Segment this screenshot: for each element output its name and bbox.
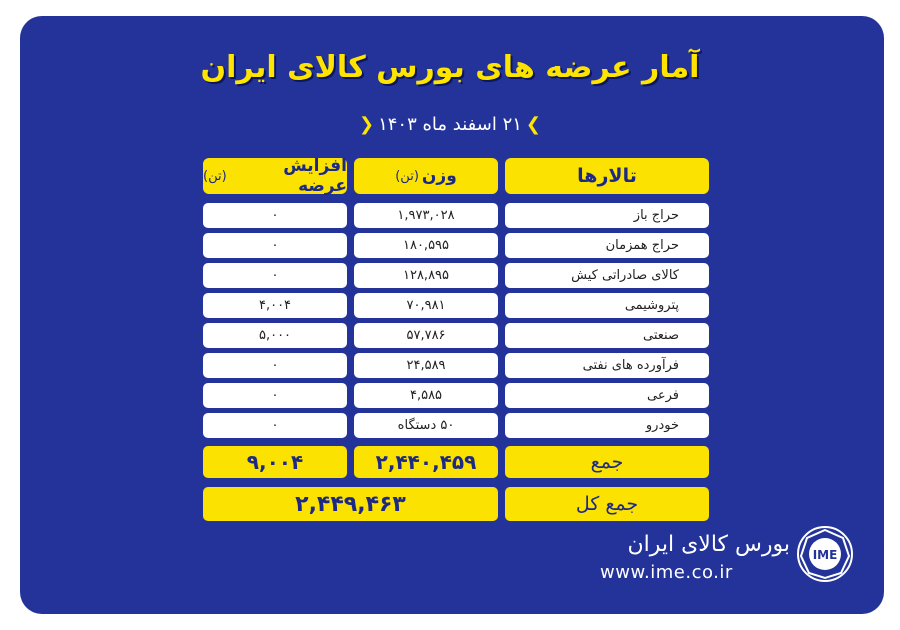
row-hall-name-text: حراج همزمان (605, 238, 679, 253)
row-hall-name-text: خودرو (645, 418, 679, 433)
row-weight-text: ۴,۵۸۵ (409, 388, 443, 403)
row-hall-name-text: پتروشیمی (624, 298, 679, 313)
row-increase-text: ۰ (271, 238, 279, 253)
logo-text: IME (812, 548, 838, 562)
row-increase (203, 233, 347, 258)
row-hall-name-text: فرآورده های نفتی (582, 358, 679, 373)
row-increase-text: ۰ (271, 388, 279, 403)
row-increase (203, 413, 347, 438)
header-halls-label: تالارها (577, 165, 637, 187)
row-increase-text: ۴,۰۰۴ (258, 298, 292, 313)
row-hall-name (505, 323, 709, 348)
row-weight-text: ۲۴,۵۸۹ (406, 358, 446, 373)
row-weight (354, 413, 498, 438)
date-text: ۲۱ اسفند ماه ۱۴۰۳ (378, 114, 522, 135)
total-value: ۲,۴۴۹,۴۶۳ (203, 487, 498, 521)
row-increase-text: ۰ (271, 358, 279, 373)
header-weight-unit: (تن) (395, 168, 419, 184)
row-increase (203, 263, 347, 288)
sum-weight: ۲,۴۴۰,۴۵۹ (354, 446, 498, 478)
row-weight (354, 323, 498, 348)
ime-logo-icon (796, 525, 854, 583)
row-hall-name-text: کالای صادراتی کیش (571, 268, 679, 283)
row-hall-name (505, 353, 709, 378)
row-increase-text: ۰ (271, 418, 279, 433)
row-weight (354, 383, 498, 408)
date-line (300, 114, 600, 135)
header-weight-label: وزن (421, 166, 457, 186)
row-weight-text: ۱,۹۷۳,۰۲۸ (397, 208, 455, 223)
chevron-left-icon: ❮ (359, 114, 375, 135)
chevron-right-icon: ❯ (525, 114, 541, 135)
header-weight (354, 158, 498, 194)
row-weight-text: ۷۰,۹۸۱ (406, 298, 446, 313)
row-increase-text: ۵,۰۰۰ (258, 328, 292, 343)
row-weight-text: ۵۷,۷۸۶ (406, 328, 446, 343)
website-link[interactable]: www.ime.co.ir (600, 562, 733, 583)
row-weight-text: ۱۲۸,۸۹۵ (402, 268, 450, 283)
row-weight (354, 293, 498, 318)
row-weight (354, 233, 498, 258)
header-increase-unit: (تن) (203, 168, 227, 184)
header-increase-label: افزایش عرضه (283, 156, 347, 196)
row-hall-name (505, 293, 709, 318)
row-increase (203, 323, 347, 348)
brand-name: بورس کالای ایران (627, 532, 790, 557)
sum-label: جمع (505, 446, 709, 478)
row-increase (203, 383, 347, 408)
row-weight-text: ۱۸۰,۵۹۵ (402, 238, 450, 253)
row-increase (203, 293, 347, 318)
row-weight (354, 263, 498, 288)
row-hall-name (505, 233, 709, 258)
row-weight (354, 203, 498, 228)
row-increase-text: ۰ (271, 208, 279, 223)
row-weight (354, 353, 498, 378)
page-title: آمار عرضه های بورس کالای ایران (200, 50, 700, 85)
row-hall-name-text: فرعی (647, 388, 679, 403)
header-increase (203, 158, 347, 194)
row-hall-name (505, 203, 709, 228)
row-hall-name (505, 263, 709, 288)
row-hall-name (505, 383, 709, 408)
card-notch-top (866, 28, 884, 64)
sum-increase: ۹,۰۰۴ (203, 446, 347, 478)
row-increase (203, 353, 347, 378)
row-hall-name-text: صنعتی (643, 328, 679, 343)
row-increase-text: ۰ (271, 268, 279, 283)
card-notch-bottom (866, 532, 884, 568)
row-increase (203, 203, 347, 228)
row-hall-name-text: حراج باز (633, 208, 679, 223)
row-weight-text: ۵۰ دستگاه (397, 418, 455, 433)
header-halls (505, 158, 709, 194)
total-label: جمع کل (505, 487, 709, 521)
row-hall-name (505, 413, 709, 438)
